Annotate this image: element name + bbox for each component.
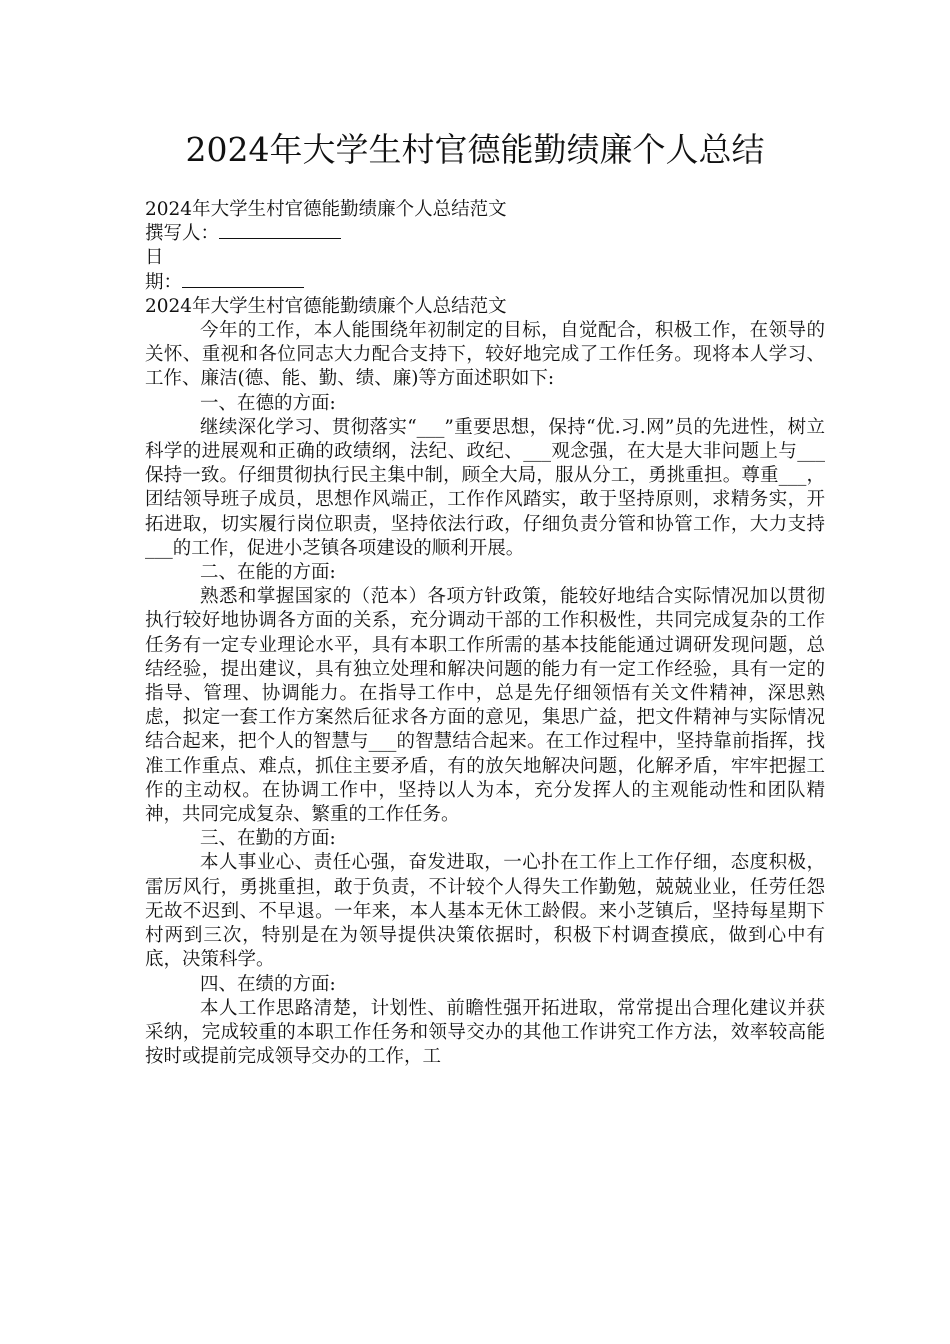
author-label: 撰写人：: [145, 223, 220, 245]
document-subtitle-repeat: 2024年大学生村官德能勤绩廉个人总结范文: [145, 295, 507, 317]
date-label: 期：: [145, 271, 183, 293]
paragraph-intro: 今年的工作，本人能围绕年初制定的目标，自觉配合，积极工作，在领导的关怀、重视和各位同志大力配合支持下，较好地完成了工作任务。现将本人学习、工作、廉洁(德、能、勤、绩、廉)等方面述职如下:: [145, 320, 825, 390]
section-heading-ji: 四、在绩的方面:: [200, 973, 336, 995]
section-heading-qin: 三、在勤的方面:: [200, 828, 336, 850]
paragraph-ji: 本人工作思路清楚，计划性、前瞻性强开拓进取，常常提出合理化建议并获采纳，完成较重的本职工作任务和领导交办的其他工作讲究工作方法，效率较高能按时或提前完成领导交办的工作，工: [145, 997, 825, 1068]
paragraph-de: 继续深化学习、贯彻落实“___”重要思想，保持“优.习.网”员的先进性，树立科学的进展观和正确的政绩纲，法纪、政纪、___观念强，在大是大非问题上与___保持一致。仔细贯彻执行民主集中制，顾全大局，服从分工，勇挑重担。尊重___，团结领导班子成员，思想作风端正，工作作风踏实，敢于坚持原则，求精务实，开拓进取，切实履行岗位职责，坚持依法行政，仔细负责分管和协管工作，大力支持___的工作，促进小芝镇各项建设的顺利开展。: [145, 416, 825, 559]
document-title: 2024年大学生村官德能勤绩廉个人总结: [185, 130, 765, 169]
date-blank: [182, 271, 304, 288]
date-label-line-1: 日: [145, 247, 164, 269]
author-blank: [219, 222, 341, 239]
paragraph-qin: 本人事业心、责任心强，奋发进取，一心扑在工作上工作仔细，态度积极，雷厉风行，勇挑重担，敢于负责，不计较个人得失工作勤勉，兢兢业业，任劳任怨无故不迟到、不早退。一年来，本人基本无休工龄假。来小芝镇后，坚持每星期下村两到三次，特别是在为领导提供决策依据时，积极下村调查摸底，做到心中有底，决策科学。: [145, 852, 825, 971]
section-heading-neng: 二、在能的方面:: [200, 562, 336, 584]
document-body: [145, 198, 825, 1069]
author-line: [145, 222, 825, 246]
paragraph-neng: 熟悉和掌握国家的（范本）各项方针政策，能较好地结合实际情况加以贯彻执行较好地协调各方面的关系，充分调动干部的工作积极性，共同完成复杂的工作任务有一定专业理论水平，具有本职工作所需的基本技能能通过调研发现问题，总结经验，提出建议，具有独立处理和解决问题的能力有一定工作经验，具有一定的指导、管理、协调能力。在指导工作中，总是先仔细领悟有关文件精神，深思熟虑，拟定一套工作方案然后征求各方面的意见，集思广益，把文件精神与实际情况结合起来，把个人的智慧与___的智慧结合起来。在工作过程中，坚持靠前指挥，找准工作重点、难点，抓住主要矛盾，有的放矢地解决问题，化解矛盾，牢牢把握工作的主动权。在协调工作中，坚持以人为本，充分发挥人的主观能动性和团队精神，共同完成复杂、繁重的工作任务。: [145, 586, 825, 826]
document-subtitle: 2024年大学生村官德能勤绩廉个人总结范文: [145, 199, 507, 220]
section-heading-de: 一、在德的方面:: [200, 392, 336, 414]
date-line: [145, 271, 825, 295]
